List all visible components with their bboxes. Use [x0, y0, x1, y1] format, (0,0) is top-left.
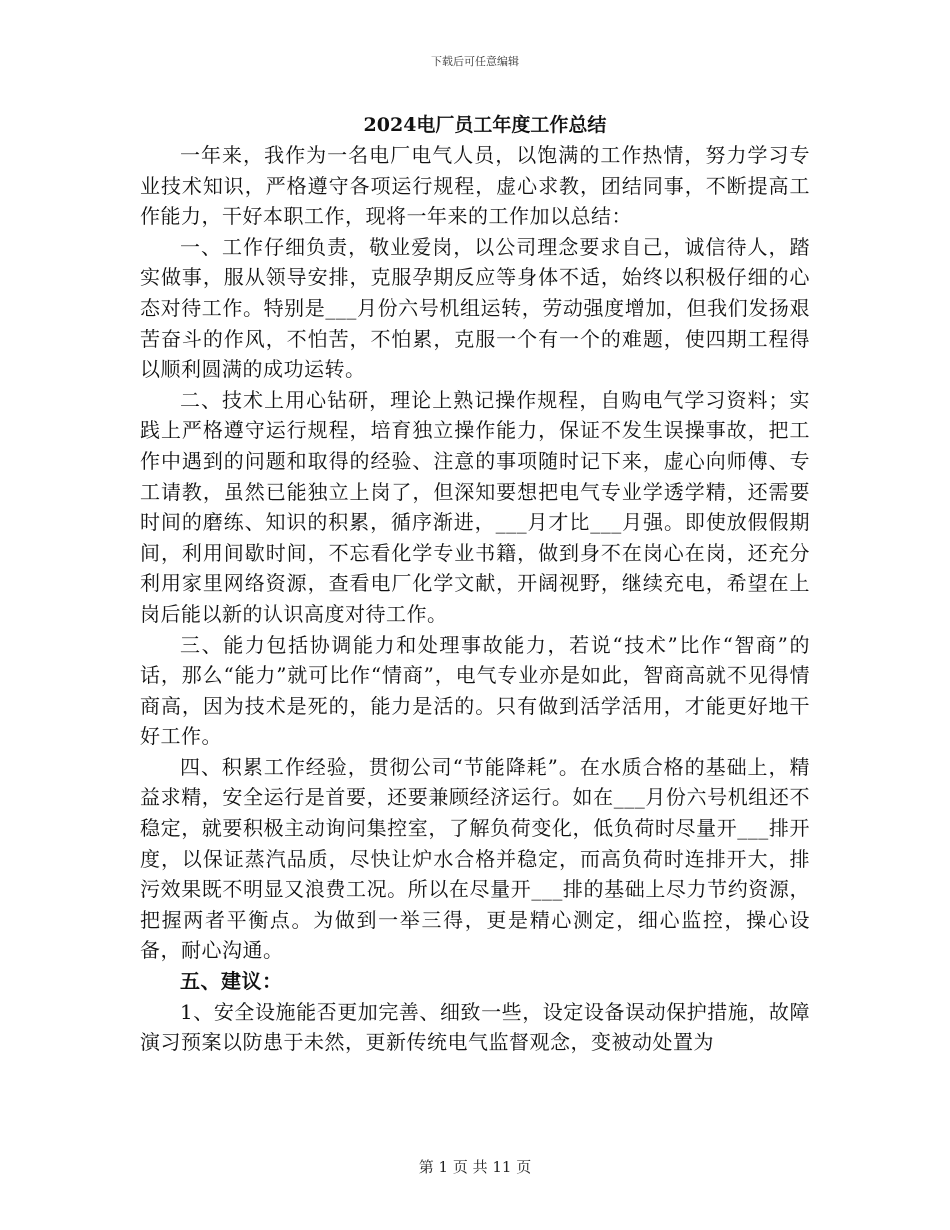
paragraph-intro: 一年来，我作为一名电厂电气人员，以饱满的工作热情，努力学习专业技术知识，严格遵守各项运行规程，虚心求教，团结同事，不断提高工作能力，干好本职工作，现将一年来的工作加以总结：	[140, 143, 810, 229]
document-body	[140, 110, 810, 1058]
paragraph-section-1: 一、工作仔细负责，敬业爱岗，以公司理念要求自己，诚信待人，踏实做事，服从领导安排，克服孕期反应等身体不适，始终以积极仔细的心态对待工作。特别是___月份六号机组运转，劳动强度增加，但我们发扬艰苦奋斗的作风，不怕苦，不怕累，克服一个有一个的难题，使四期工程得以顺利圆满的成功运转。	[140, 234, 810, 382]
document-title: 2024电厂员工年度工作总结	[363, 114, 607, 136]
paragraph-section-4: 四、积累工作经验，贯彻公司“节能降耗”。在水质合格的基础上，精益求精，安全运行是首要，还要兼顾经济运行。如在___月份六号机组还不稳定，就要积极主动询问集控室，了解负荷变化，低负荷时尽量开___排开度，以保证蒸汽品质，尽快让炉水合格并稳定，而高负荷时连排开大，排污效果既不明显又浪费工况。所以在尽量开___排的基础上尽力节约资源，把握两者平衡点。为做到一举三得，更是精心测定，细心监控，操心设备，耐心沟通。	[140, 754, 810, 963]
paragraph-suggestion-1: 1、安全设施能否更加完善、细致一些，设定设备误动保护措施，故障演习预案以防患于未然，更新传统电气监督观念，变被动处置为	[140, 999, 810, 1055]
page-number-footer: 第 1 页 共 11 页	[418, 1158, 532, 1176]
paragraph-section-3: 三、能力包括协调能力和处理事故能力，若说“技术”比作“智商”的话，那么“能力”就可比作“情商”，电气专业亦是如此，智商高就不见得情商高，因为技术是死的，能力是活的。只有做到活学活用，才能更好地干好工作。	[140, 632, 810, 749]
section-heading-suggestions: 五、建议：	[180, 969, 283, 994]
page-header-note: 下载后可任意编辑	[431, 55, 519, 68]
paragraph-section-2: 二、技术上用心钻研，理论上熟记操作规程，自购电气学习资料；实践上严格遵守运行规程，培育独立操作能力，保证不发生误操事故，把工作中遇到的问题和取得的经验、注意的事项随时记下来，虚心向师傅、专工请教，虽然已能独立上岗了，但深知要想把电气专业学透学精，还需要时间的磨练、知识的积累，循序渐进，___月才比___月强。即使放假假期间，利用间歇时间，不忘看化学专业书籍，做到身不在岗心在岗，还充分利用家里网络资源，查看电厂化学文献，开阔视野，继续充电，希望在上岗后能以新的认识高度对待工作。	[140, 387, 810, 626]
